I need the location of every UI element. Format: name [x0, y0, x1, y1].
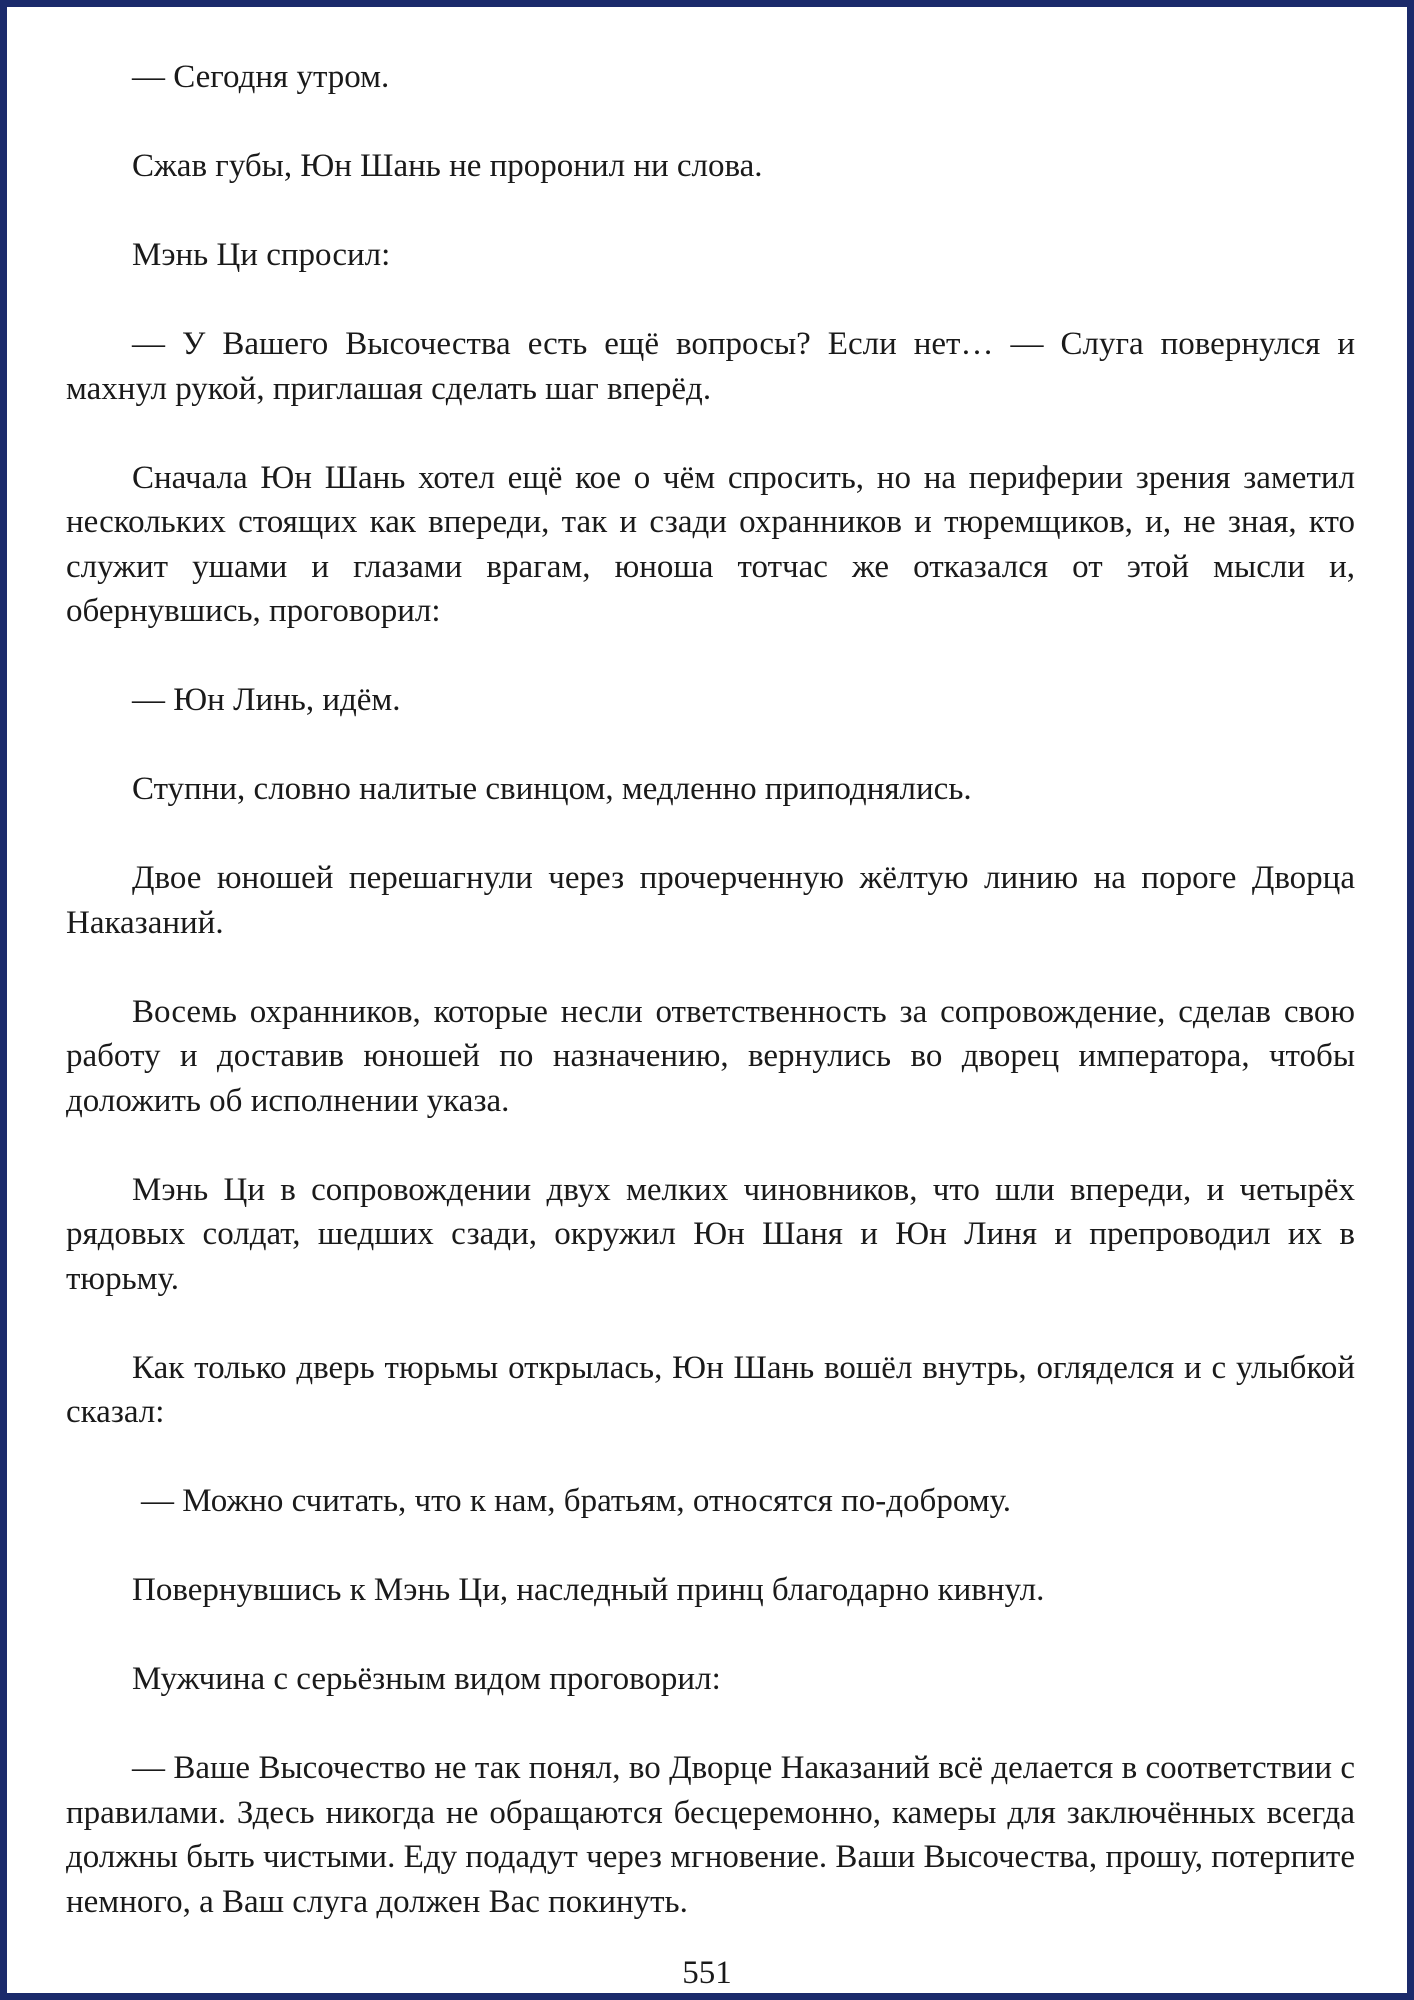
- paragraph-6: — Юн Линь, идём.: [132, 682, 401, 718]
- paragraph-11: Как только дверь тюрьмы открылась, Юн Шань вошёл внутрь, огляделся и с улыбкой сказал:: [66, 1349, 1355, 1430]
- page-number: 551: [682, 1955, 732, 1991]
- paragraph-14: Мужчина с серьёзным видом проговорил:: [132, 1661, 721, 1697]
- paragraph-15: — Ваше Высочество не так понял, во Дворце Наказаний всё делается в соответствии с правилами. Здесь никогда не обращаются бесцеремонно, камеры для заключённых всегда должны быть чистыми. Еду подадут через мгновение. Ваши Высочества, прошу, потерпите немного, а Ваш слуга должен Вас покинуть.: [66, 1750, 1355, 1920]
- paragraph-10: Мэнь Ци в сопровождении двух мелких чиновников, что шли впереди, и четырёх рядовых солдат, шедших сзади, окружил Юн Шаня и Юн Линя и препроводил их в тюрьму.: [66, 1171, 1355, 1297]
- paragraph-13: Повернувшись к Мэнь Ци, наследный принц благодарно кивнул.: [132, 1572, 1045, 1608]
- paragraph-5: Сначала Юн Шань хотел ещё кое о чём спросить, но на периферии зрения заметил нескольких стоящих как впереди, так и сзади охранников и тюремщиков, и, не зная, кто служит ушами и глазами врагам, юноша тотчас же отказался от этой мысли и, обернувшись, проговорил:: [66, 459, 1355, 629]
- paragraph-1: — Сегодня утром.: [132, 59, 390, 95]
- paragraph-7: Ступни, словно налитые свинцом, медленно приподнялись.: [132, 771, 972, 807]
- paragraph-2: Сжав губы, Юн Шань не проронил ни слова.: [132, 148, 763, 184]
- page-body: [66, 55, 1355, 1924]
- paragraph-12: — Можно считать, что к нам, братьям, относятся по-доброму.: [141, 1483, 1012, 1519]
- paragraph-9: Восемь охранников, которые несли ответственность за сопровождение, сделав свою работу и доставив юношей по назначению, вернулись во дворец императора, чтобы доложить об исполнении указа.: [66, 993, 1355, 1119]
- paragraph-4: — У Вашего Высочества есть ещё вопросы? Если нет… — Слуга повернулся и махнул рукой, приглашая сделать шаг вперёд.: [66, 326, 1355, 407]
- paragraph-8: Двое юношей перешагнули через прочерченную жёлтую линию на пороге Дворца Наказаний.: [66, 860, 1355, 941]
- paragraph-3: Мэнь Ци спросил:: [132, 237, 391, 273]
